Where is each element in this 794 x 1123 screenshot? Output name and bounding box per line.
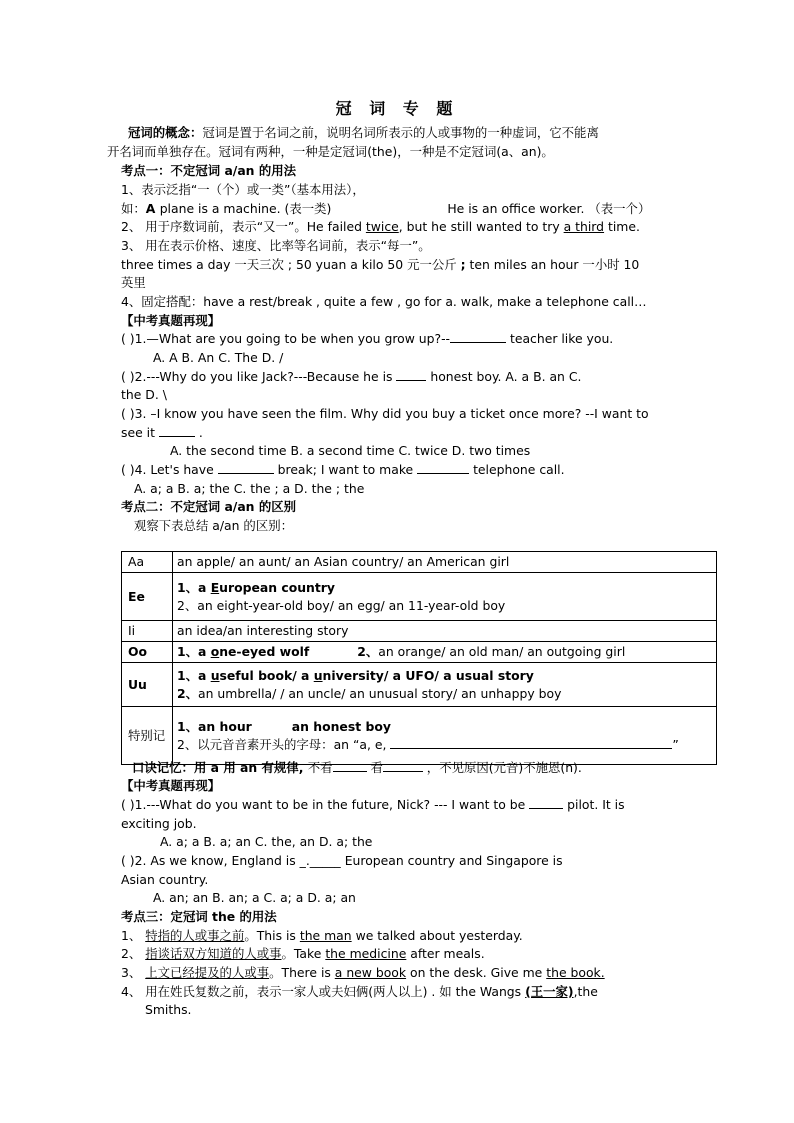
text-segment: we talked about yesterday. (351, 928, 523, 943)
text-segment: 考点一：不定冠词 a/an 的用法 (121, 163, 296, 178)
text-line (121, 237, 431, 255)
text-segment: on the desk. Give me (406, 965, 547, 980)
text-line (121, 498, 296, 516)
table-example-cell (173, 573, 717, 621)
text-line (121, 908, 277, 926)
text-segment: 如： (121, 201, 146, 216)
text-segment: an apple/ an aunt/ an Asian country/ an American girl (177, 554, 510, 569)
text-segment: 考点二：不定冠词 a/an 的区别 (121, 499, 296, 514)
text-segment: _._____ (299, 853, 341, 868)
article-table (121, 551, 717, 765)
table-row (122, 552, 717, 573)
text-segment: 开名词而单独存在。冠词有两种，一种是定冠词(the)，一种是不定冠词(a、an)。 (107, 144, 554, 159)
text-segment: honest boy. A. a B. an C. (426, 369, 582, 384)
text-segment: niversity/ a UFO/ a usual story (322, 667, 534, 683)
text-segment: break; I want to make (273, 462, 418, 477)
text-segment: 口诀记忆：用 a 用 an 有规律, (132, 760, 308, 775)
text-segment: after meals. (406, 946, 485, 961)
text-segment: pilot. It is (563, 797, 625, 812)
table-row (122, 707, 717, 765)
text-segment: seful book/ a (219, 667, 314, 683)
text-segment: Smiths. (145, 1002, 192, 1017)
text-line (121, 293, 646, 311)
text-line (121, 852, 563, 870)
text-segment: A. an; an B. an; a C. a; a D. a; an (153, 890, 356, 905)
text-segment: 。Take (281, 946, 326, 961)
text-segment: an orange/ an old man/ an outgoing girl (378, 644, 626, 659)
text-segment: 4、固定搭配： (121, 294, 204, 309)
text-line (121, 312, 220, 330)
text-segment: A. the second time B. a second time C. twice D. two times (170, 443, 531, 458)
table-letter-cell: Oo (122, 642, 173, 663)
text-segment: ” (672, 736, 679, 752)
text-segment: ( )1.—What are you going to be when you grow up?-- (121, 331, 451, 346)
answer-blank[interactable] (390, 736, 672, 749)
cell-line (177, 622, 712, 640)
cell-line (177, 597, 712, 615)
text-line (107, 143, 554, 161)
table-example-cell (173, 621, 717, 642)
text-segment: a third (563, 219, 605, 234)
cell-line (177, 718, 712, 736)
text-segment: 【中考真题再现】 (121, 313, 221, 328)
text-segment: teacher like you. (506, 331, 614, 346)
text-line (121, 871, 208, 889)
text-segment: A. A B. An C. The D. / (153, 350, 284, 365)
text-segment: 指谈话双方知道的人或事 (145, 946, 282, 961)
text-line (160, 833, 372, 851)
text-line (121, 330, 613, 348)
text-line (121, 386, 167, 404)
text-segment: A. a; a B. a; an C. the, an D. a; the (160, 834, 373, 849)
table-row (122, 621, 717, 642)
table-example-cell (173, 663, 717, 707)
text-segment: exciting job. (121, 816, 197, 831)
text-line (121, 927, 523, 945)
text-segment: uropean country (219, 579, 335, 595)
cell-line (177, 579, 712, 597)
text-segment: three times a day 一天三次 ; 50 yuan a kilo 50 元一公斤 (121, 257, 461, 272)
text-segment: A (145, 201, 160, 216)
text-segment: 。This is (244, 928, 300, 943)
text-segment: E (210, 579, 220, 595)
cell-line (177, 736, 712, 754)
text-segment: ( )3. –I know you have seen the film. Why did you buy a ticket once more? --I want to (121, 406, 649, 421)
text-segment: 特指的人或事之前 (145, 928, 245, 943)
text-segment: ( )2.---Why do you like Jack?---Because he is (121, 369, 397, 384)
text-segment: A. a; a B. a; the C. the ; a D. the ; the (134, 481, 365, 496)
table-letter-cell: Ee (122, 573, 173, 621)
text-segment: 2、以元音音素开头的字母：an “a, e, (177, 736, 391, 752)
text-segment: 英里 (121, 275, 146, 290)
text-segment: 3、 用在表示价格、速度、比率等名词前，表示“每一”。 (121, 238, 431, 253)
text-segment: 1、表示泛指“一（个）或一类”（基本用法）， (121, 182, 365, 197)
text-segment: see it (121, 425, 159, 440)
text-line (121, 796, 625, 814)
text-segment: an umbrella/ / an uncle/ an unusual story/ an unhappy boy (198, 685, 562, 701)
text-segment: 。There is (269, 965, 335, 980)
text-segment: 2、an eight-year-old boy/ an egg/ an 11-year-old boy (177, 597, 506, 613)
text-segment: 2、 (357, 644, 379, 659)
table-row (122, 663, 717, 707)
text-line (121, 461, 565, 479)
text-segment: 1、an hour (177, 718, 252, 734)
text-segment: an honest boy (291, 718, 391, 734)
text-segment: , but he still wanted to try (398, 219, 564, 234)
text-segment: the man (299, 928, 352, 943)
answer-blank[interactable] (450, 330, 506, 343)
table-letter-cell: Ii (122, 621, 173, 642)
text-segment: 1、a (177, 667, 211, 683)
text-segment: time. (604, 219, 640, 234)
text-segment: 看 (366, 760, 383, 775)
text-segment: ( )4. Let's have (121, 462, 218, 477)
text-segment: ,the (573, 984, 598, 999)
text-segment: o (210, 644, 220, 659)
text-line (121, 424, 203, 442)
text-line (134, 517, 293, 535)
text-segment: 不看 (307, 760, 333, 775)
text-segment: the book. (546, 965, 605, 980)
text-line (153, 349, 283, 367)
table-row (122, 573, 717, 621)
answer-blank[interactable] (529, 796, 563, 809)
text-segment: 【中考真题再现】 (121, 778, 221, 793)
cell-line (177, 667, 712, 685)
text-segment: 冠词的概念： (128, 125, 203, 140)
text-segment: 2、 (121, 946, 146, 961)
table-example-cell (173, 642, 717, 663)
answer-blank[interactable] (159, 424, 195, 437)
text-line (121, 983, 598, 1001)
table-example-cell (173, 552, 717, 573)
text-segment: telephone call. (469, 462, 565, 477)
text-line (145, 1001, 191, 1019)
text-line (121, 274, 146, 292)
table-example-cell (173, 707, 717, 765)
text-segment: u (210, 667, 220, 683)
text-segment: the D. \ (121, 387, 167, 402)
table-letter-cell: Aa (122, 552, 173, 573)
text-line (121, 815, 197, 833)
text-segment: ne-eyed wolf (219, 644, 310, 659)
text-segment: 2、 用于序数词前，表示“又一”。He failed (121, 219, 366, 234)
text-segment: ，不见原因(元音)不施恩(n). (422, 760, 582, 775)
text-line (134, 480, 364, 498)
cell-line (177, 643, 712, 661)
text-line (121, 162, 296, 180)
answer-blank[interactable] (417, 461, 469, 474)
text-segment: 4、 用在姓氏复数之前，表示一家人或夫妇俩(两人以上) . 如 the Wangs (121, 984, 526, 999)
text-segment: an idea/an interesting story (177, 623, 349, 638)
text-segment: 1、a (177, 579, 211, 595)
text-segment: He is an office worker. （表一个） (447, 201, 651, 216)
text-segment: ten miles an hour 一小时 10 (465, 257, 640, 272)
answer-blank[interactable] (396, 368, 426, 381)
text-segment: 2、 (177, 685, 199, 701)
text-segment: plane is a machine. (表一类) (159, 201, 332, 216)
text-segment: European country and Singapore is (340, 853, 563, 868)
page-title: 冠 词 专 题 (335, 99, 459, 118)
text-line (121, 200, 650, 218)
text-line (121, 256, 639, 274)
text-line (121, 218, 640, 236)
text-line (153, 889, 356, 907)
text-segment: u (313, 667, 323, 683)
text-line (121, 181, 365, 199)
text-line (121, 964, 605, 982)
text-line (121, 945, 485, 963)
text-segment: 考点三：定冠词 the 的用法 (121, 909, 277, 924)
text-segment: ( )1.---What do you want to be in the future, Nick? --- I want to be (121, 797, 530, 812)
text-segment: 观察下表总结 a/an 的区别： (134, 518, 293, 533)
text-segment: ( )2. As we know, England is (121, 853, 300, 868)
cell-line (177, 685, 712, 703)
text-segment: . (194, 425, 203, 440)
table-row (122, 642, 717, 663)
text-segment: 3、 (121, 965, 146, 980)
text-segment: 上文已经提及的人或事 (145, 965, 270, 980)
text-line (128, 124, 599, 142)
table-letter-cell: Uu (122, 663, 173, 707)
text-segment: (王一家) (525, 984, 574, 999)
text-segment: 冠词是置于名词之前，说明名词所表示的人或事物的一种虚词，它不能离 (202, 125, 599, 140)
text-segment: the medicine (325, 946, 407, 961)
text-segment: have a rest/break , quite a few , go for a. walk, make a telephone call… (203, 294, 647, 309)
text-line (170, 442, 530, 460)
text-line (121, 777, 220, 795)
text-line (121, 368, 581, 386)
text-segment: 1、 (121, 928, 146, 943)
text-line (121, 405, 649, 423)
text-segment: ; (460, 257, 466, 272)
cell-line (177, 553, 712, 571)
text-segment: 1、a (177, 644, 211, 659)
text-segment: twice (365, 219, 399, 234)
text-segment: a new book (334, 965, 407, 980)
text-segment: Asian country. (121, 872, 209, 887)
answer-blank[interactable] (218, 461, 274, 474)
table-letter-cell: 特别记 (122, 707, 173, 765)
